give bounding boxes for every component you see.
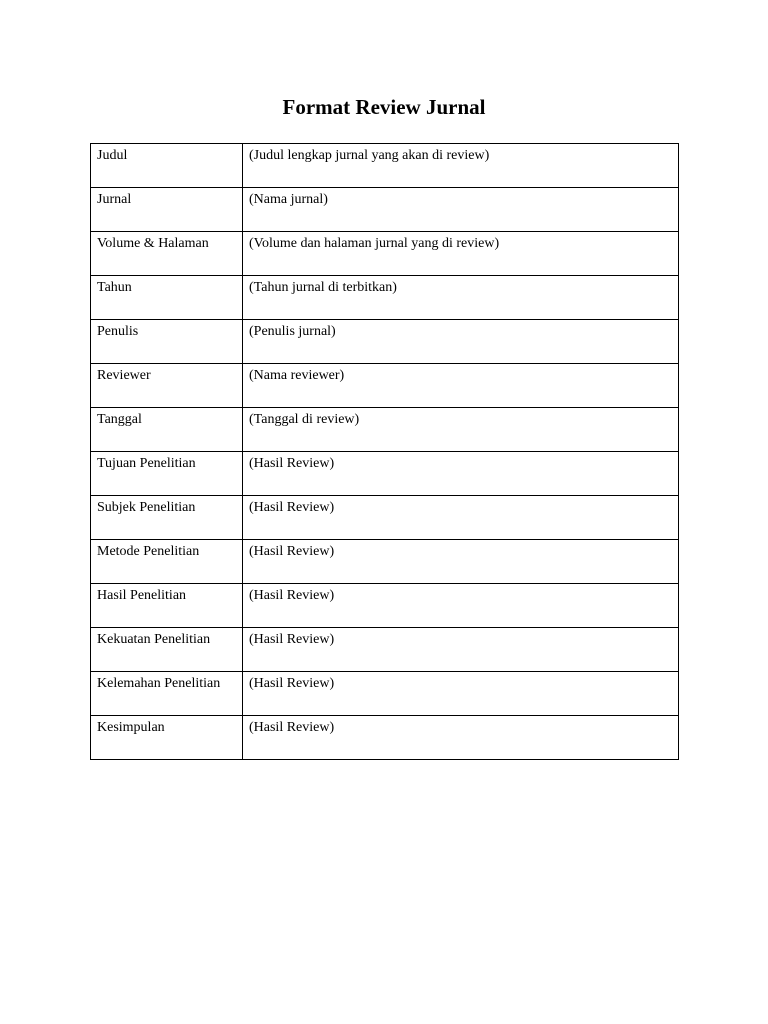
row-value: (Hasil Review) [243,584,679,628]
page-title: Format Review Jurnal [282,95,486,119]
row-label: Volume & Halaman [91,232,243,276]
row-label: Tanggal [91,408,243,452]
row-value: (Judul lengkap jurnal yang akan di review) [243,144,679,188]
table-row [91,584,679,628]
row-label: Hasil Penelitian [91,584,243,628]
table-row [91,408,679,452]
review-table [90,143,679,760]
row-value: (Hasil Review) [243,540,679,584]
row-value: (Penulis jurnal) [243,320,679,364]
table-row [91,716,679,760]
table-row [91,188,679,232]
row-label: Reviewer [91,364,243,408]
row-label: Kekuatan Penelitian [91,628,243,672]
row-value: (Hasil Review) [243,452,679,496]
row-label: Subjek Penelitian [91,496,243,540]
row-label: Judul [91,144,243,188]
row-value: (Hasil Review) [243,628,679,672]
table-row [91,628,679,672]
table-row [91,452,679,496]
row-label: Tahun [91,276,243,320]
row-value: (Tahun jurnal di terbitkan) [243,276,679,320]
table-row [91,672,679,716]
table-row [91,144,679,188]
table-row [91,364,679,408]
row-value: (Hasil Review) [243,672,679,716]
table-row [91,320,679,364]
row-value: (Hasil Review) [243,716,679,760]
row-value: (Hasil Review) [243,496,679,540]
table-row [91,496,679,540]
row-value: (Tanggal di review) [243,408,679,452]
row-label: Kesimpulan [91,716,243,760]
row-label: Metode Penelitian [91,540,243,584]
table-row [91,232,679,276]
table-row [91,276,679,320]
row-label: Jurnal [91,188,243,232]
row-label: Tujuan Penelitian [91,452,243,496]
row-value: (Volume dan halaman jurnal yang di review) [243,232,679,276]
table-row [91,540,679,584]
row-value: (Nama jurnal) [243,188,679,232]
row-value: (Nama reviewer) [243,364,679,408]
row-label: Kelemahan Penelitian [91,672,243,716]
row-label: Penulis [91,320,243,364]
